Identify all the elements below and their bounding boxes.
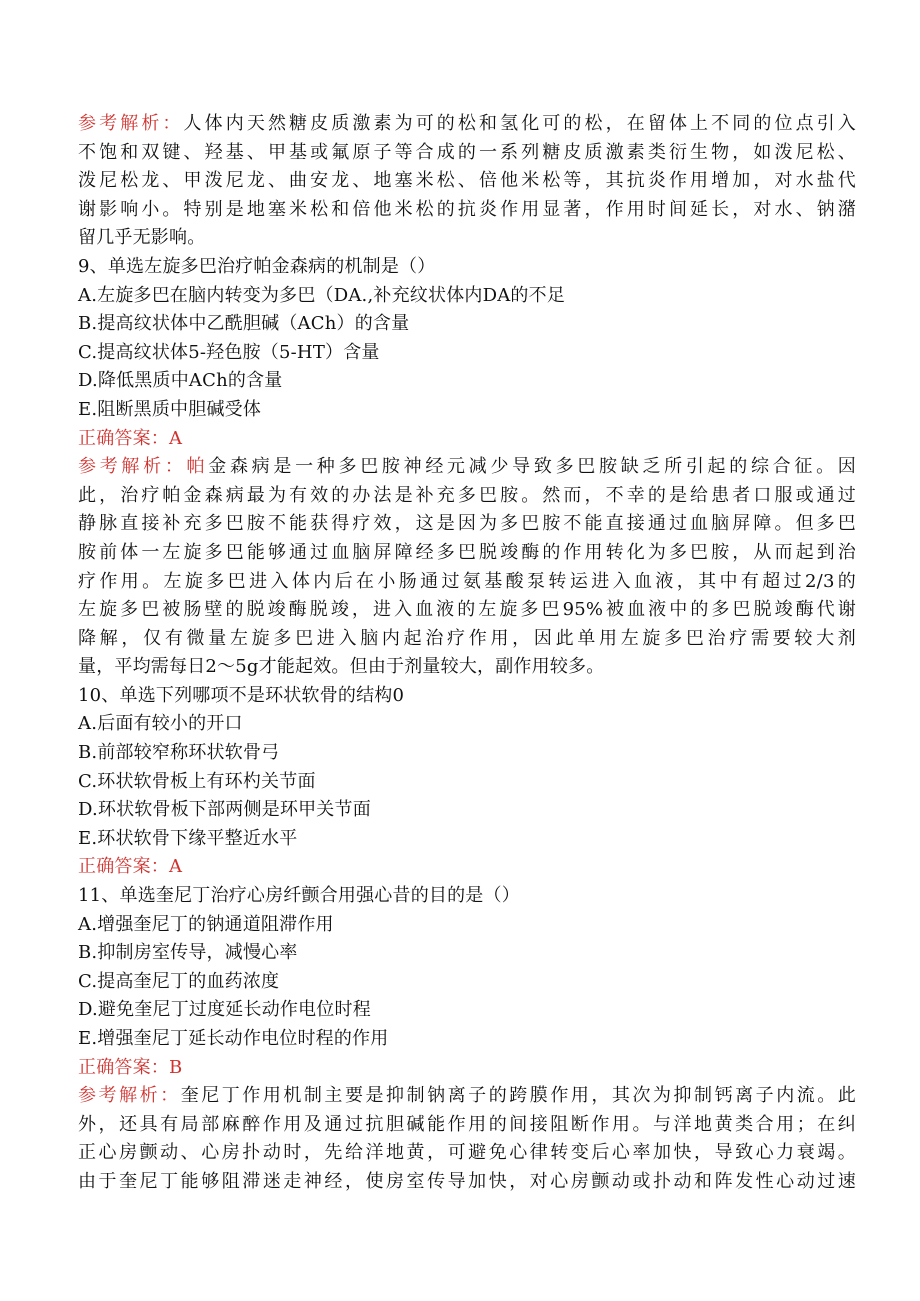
analysis-line: 留几乎无影响。 (78, 227, 206, 249)
analysis-line: 量，平均需每日2～5g才能起效。但由于剂量较大，副作用较多。 (78, 656, 605, 678)
correct-answer (78, 425, 856, 454)
analysis-label: 参考解析： (78, 113, 184, 134)
option-d: D.避免奎尼丁过度延长动作电位时程 (78, 999, 371, 1021)
analysis-line: 胺前体一左旋多巴能够通过血脑屏障经多巴脱竣酶的作用转化为多巴胺，从而起到治 (78, 541, 856, 563)
question-10 (78, 682, 856, 882)
answer-value: A (169, 856, 183, 878)
analysis-line: 谢影响小。特别是地塞米松和倍他米松的抗炎作用显著，作用时间延长，对水、钠潴 (78, 198, 856, 220)
answer-label: 正确答案： (78, 856, 169, 878)
analysis-first-char: 帕 (186, 456, 209, 478)
analysis-line: 由于奎尼丁能够阻滞迷走神经，使房室传导加快，对心房颤动或扑动和阵发性心动过速 (78, 1170, 856, 1192)
correct-answer (78, 1054, 856, 1083)
analysis-line: 静脉直接补充多巴胺不能获得疗效，这是因为多巴胺不能直接通过血脑屏障。但多巴 (78, 513, 856, 535)
analysis-label: 参考解析： (78, 456, 187, 478)
option-e: E.环状软骨下缘平整近水平 (78, 827, 298, 849)
question-text: 10、单选下列哪项不是环状软骨的结构0 (78, 684, 405, 706)
option-d: D.环状软骨板下部两侧是环甲关节面 (78, 799, 371, 821)
option-e: E.阻断黑质中胆碱受体 (78, 398, 262, 420)
question-text: 9、单选左旋多巴治疗帕金森病的机制是（） (78, 255, 436, 277)
analysis-line: 参考解析：奎尼丁作用机制主要是抑制钠离子的跨膜作用，其次为抑制钙离子内流。此 (78, 1085, 857, 1107)
option-c: C.环状软骨板上有环杓关节面 (78, 770, 316, 792)
answer-label: 正确答案： (78, 1056, 169, 1078)
analysis-line: 正心房颤动、心房扑动时，先给洋地黄，可避免心律转变后心率加快，导致心力衰竭。 (78, 1142, 856, 1164)
analysis-line: 左旋多巴被肠壁的脱竣酶脱竣，进入血液的左旋多巴95%被血液中的多巴脱竣酶代谢 (78, 599, 856, 621)
analysis-line: 参考解析：人体内天然糖皮质激素为可的松和氢化可的松，在留体上不同的位点引入 (78, 113, 856, 134)
answer-value: A (169, 427, 183, 449)
document-page (78, 110, 856, 1197)
analysis-line: 疗作用。左旋多巴进入体内后在小肠通过氨基酸泵转运进入血液，其中有超过2/3的 (78, 570, 856, 592)
question-11 (78, 882, 856, 1197)
analysis-line: 泼尼松龙、甲泼尼龙、曲安龙、地塞米松、倍他米松等，其抗炎作用增加，对水盐代 (78, 170, 856, 192)
analysis-line: 参考解析：帕金森病是一种多巴胺神经元减少导致多巴胺缺乏所引起的综合征。因 (78, 456, 857, 478)
option-a: A.后面有较小的开口 (78, 713, 243, 735)
correct-answer (78, 853, 856, 882)
option-b: B.前部较窄称环状软骨弓 (78, 742, 280, 764)
analysis-line: 不饱和双键、羟基、甲基或氟原子等合成的一系列糖皮质激素类衍生物，如泼尼松、 (78, 141, 856, 163)
analysis-line: 降解，仅有微量左旋多巴进入脑内起治疗作用，因此单用左旋多巴治疗需要较大剂 (78, 627, 856, 649)
option-c: C.提高纹状体5-羟色胺（5-HT）含量 (78, 341, 380, 363)
option-a: A.增强奎尼丁的钠通道阻滞作用 (78, 913, 334, 935)
option-b: B.提高纹状体中乙酰胆碱（ACh）的含量 (78, 313, 410, 335)
analysis-block-steroids (78, 110, 856, 253)
answer-label: 正确答案： (78, 427, 169, 449)
option-a: A.左旋多巴在脑内转变为多巴（DA.,补充纹状体内DA的不足 (78, 284, 566, 306)
option-d: D.降低黑质中ACh的含量 (78, 370, 283, 392)
question-text: 11、单选奎尼丁治疗心房纤颤合用强心昔的目的是（） (78, 885, 520, 907)
option-b: B.抑制房室传导，减慢心率 (78, 942, 298, 964)
option-c: C.提高奎尼丁的血药浓度 (78, 970, 280, 992)
option-e: E.增强奎尼丁延长动作电位时程的作用 (78, 1028, 389, 1049)
analysis-line: 此，治疗帕金森病最为有效的办法是补充多巴胺。然而，不幸的是给患者口服或通过 (78, 484, 856, 506)
analysis-line: 外，还具有局部麻醉作用及通过抗胆碱能作用的间接阻断作用。与洋地黄类合用；在纠 (78, 1113, 856, 1135)
question-9 (78, 253, 856, 682)
analysis-label: 参考解析： (78, 1085, 181, 1107)
answer-value: B (169, 1056, 183, 1078)
